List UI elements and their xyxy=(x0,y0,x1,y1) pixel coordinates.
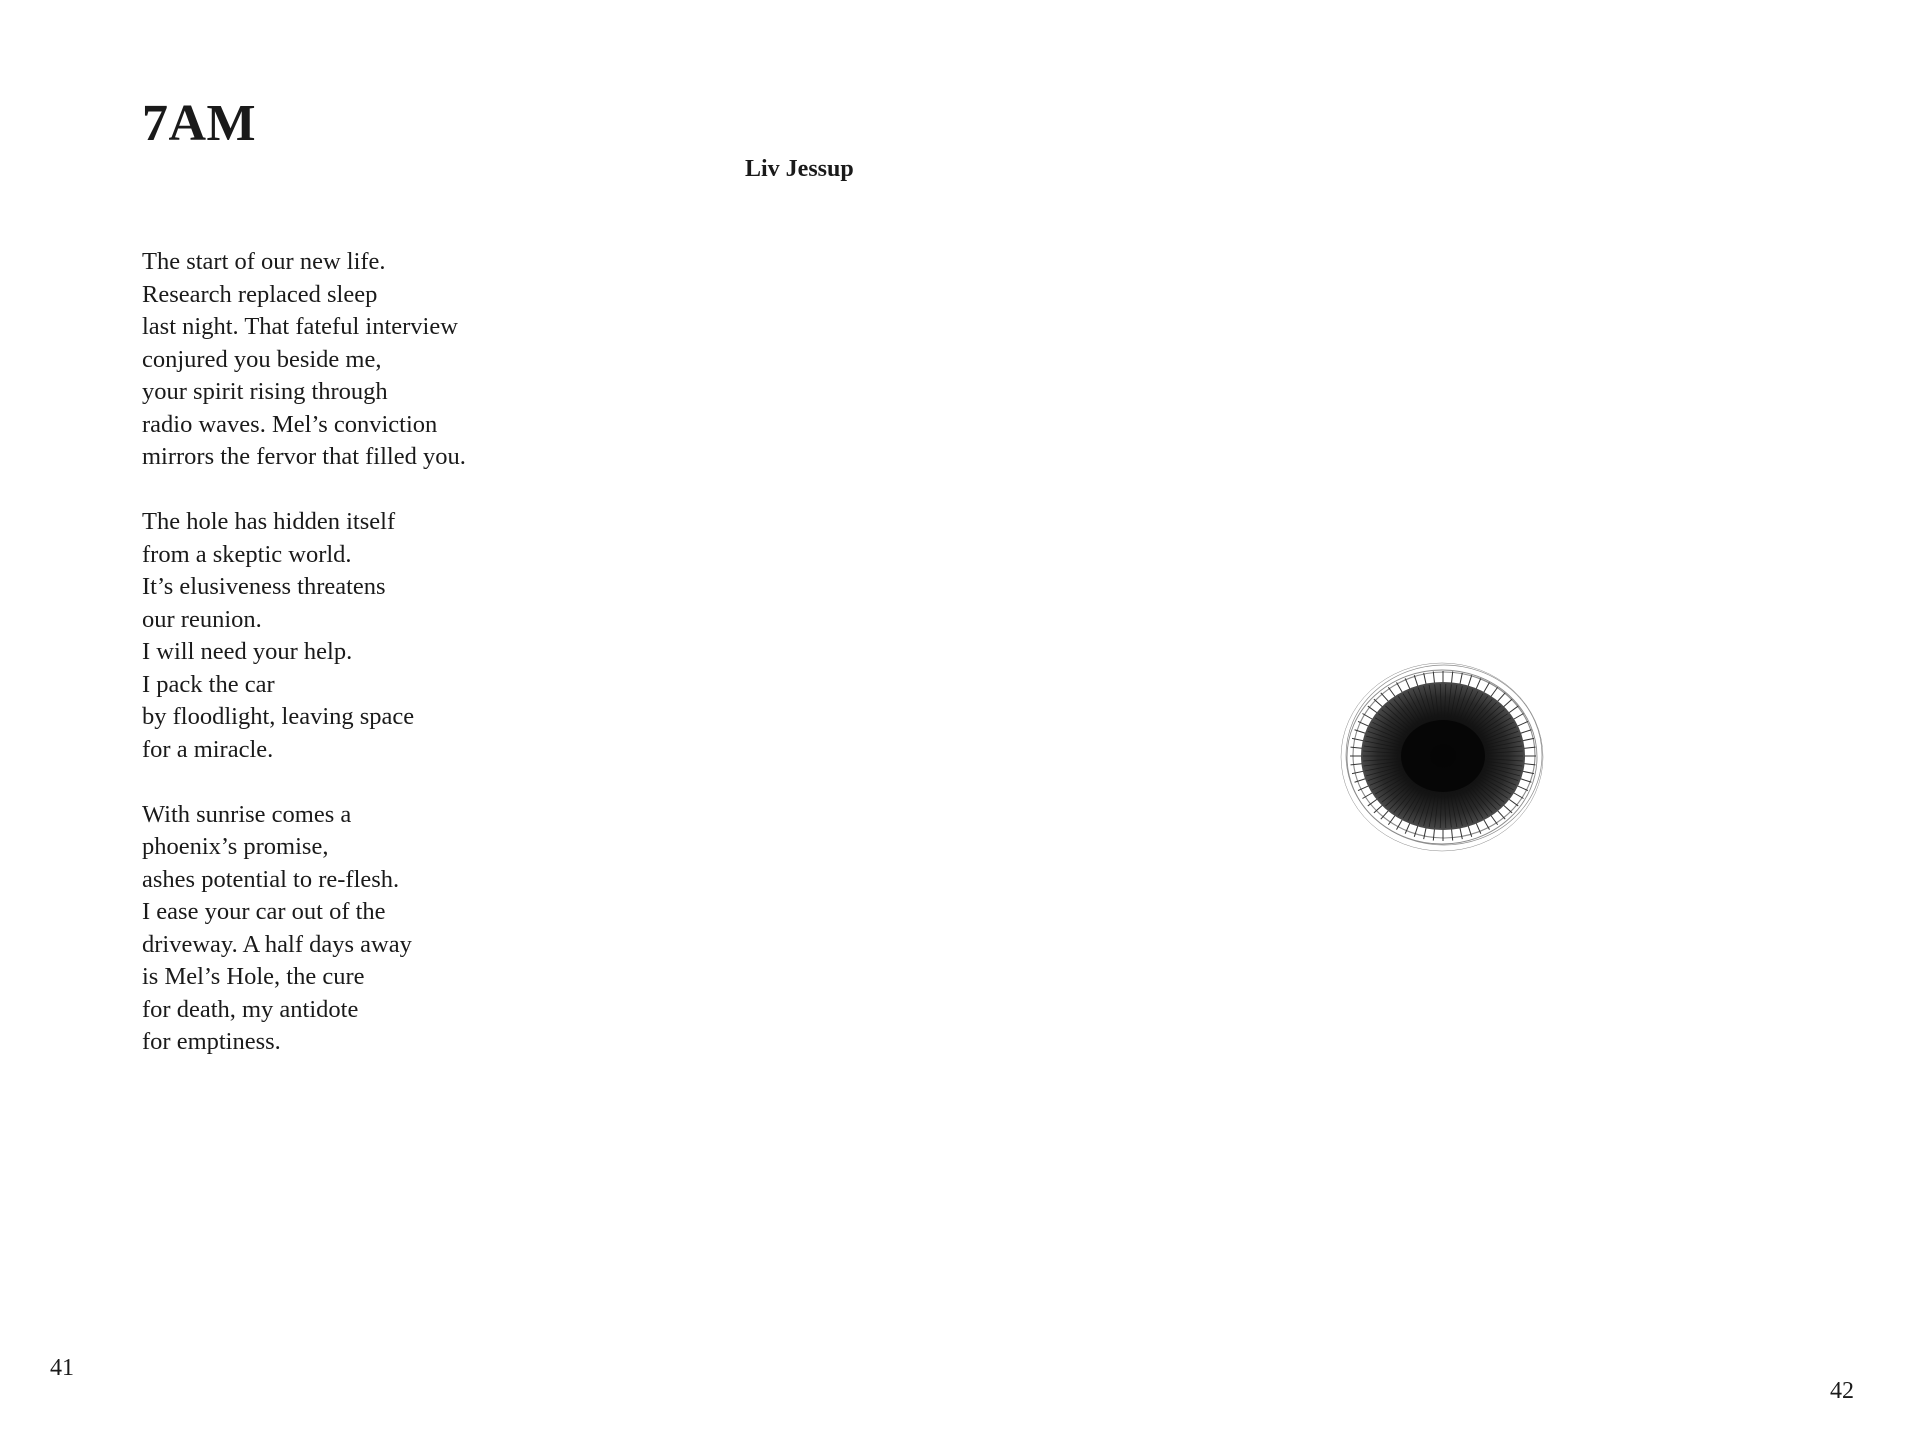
page-number-right: 42 xyxy=(1830,1378,1854,1404)
poem-line: conjured you beside me, xyxy=(142,345,382,373)
poem-line: With sunrise comes a xyxy=(142,800,352,828)
poem-line: by floodlight, leaving space xyxy=(142,703,415,730)
poem-line: I pack the car xyxy=(142,670,275,698)
poem-line: I will need your help. xyxy=(142,638,353,665)
poem-title: 7AM xyxy=(142,95,257,152)
stanza xyxy=(142,506,702,766)
stanza xyxy=(142,799,702,1059)
stanza xyxy=(142,246,702,474)
poem-line: last night. That fateful interview xyxy=(142,313,458,340)
poem-line: ashes potential to re-flesh. xyxy=(142,865,400,893)
poem-line: is Mel’s Hole, the cure xyxy=(142,963,365,990)
poem-line: The hole has hidden itself xyxy=(142,508,396,535)
poem-line: from a skeptic world. xyxy=(142,540,352,568)
poem-line: Research replaced sleep xyxy=(142,280,378,308)
poem-line: driveway. A half days away xyxy=(142,930,412,958)
poem-line: your spirit rising through xyxy=(142,378,388,405)
poem-line: phoenix’s promise, xyxy=(142,833,329,860)
poem-line: radio waves. Mel’s conviction xyxy=(142,410,438,438)
dark-hole-illustration-icon xyxy=(1338,660,1548,852)
poem-line: our reunion. xyxy=(142,605,262,633)
poem-line: mirrors the fervor that filled you. xyxy=(142,443,466,470)
poem-line: It’s elusiveness threatens xyxy=(142,573,386,600)
poem-line: for a miracle. xyxy=(142,735,274,763)
poem-line: I ease your car out of the xyxy=(142,898,386,925)
poem-line: for emptiness. xyxy=(142,1028,281,1055)
poem-body xyxy=(142,246,702,1091)
poem-line: for death, my antidote xyxy=(142,995,359,1023)
poem-author: Liv Jessup xyxy=(745,156,854,182)
hole-center xyxy=(1401,720,1485,792)
poem-line: The start of our new life. xyxy=(142,248,386,275)
page-number-left: 41 xyxy=(50,1355,74,1381)
